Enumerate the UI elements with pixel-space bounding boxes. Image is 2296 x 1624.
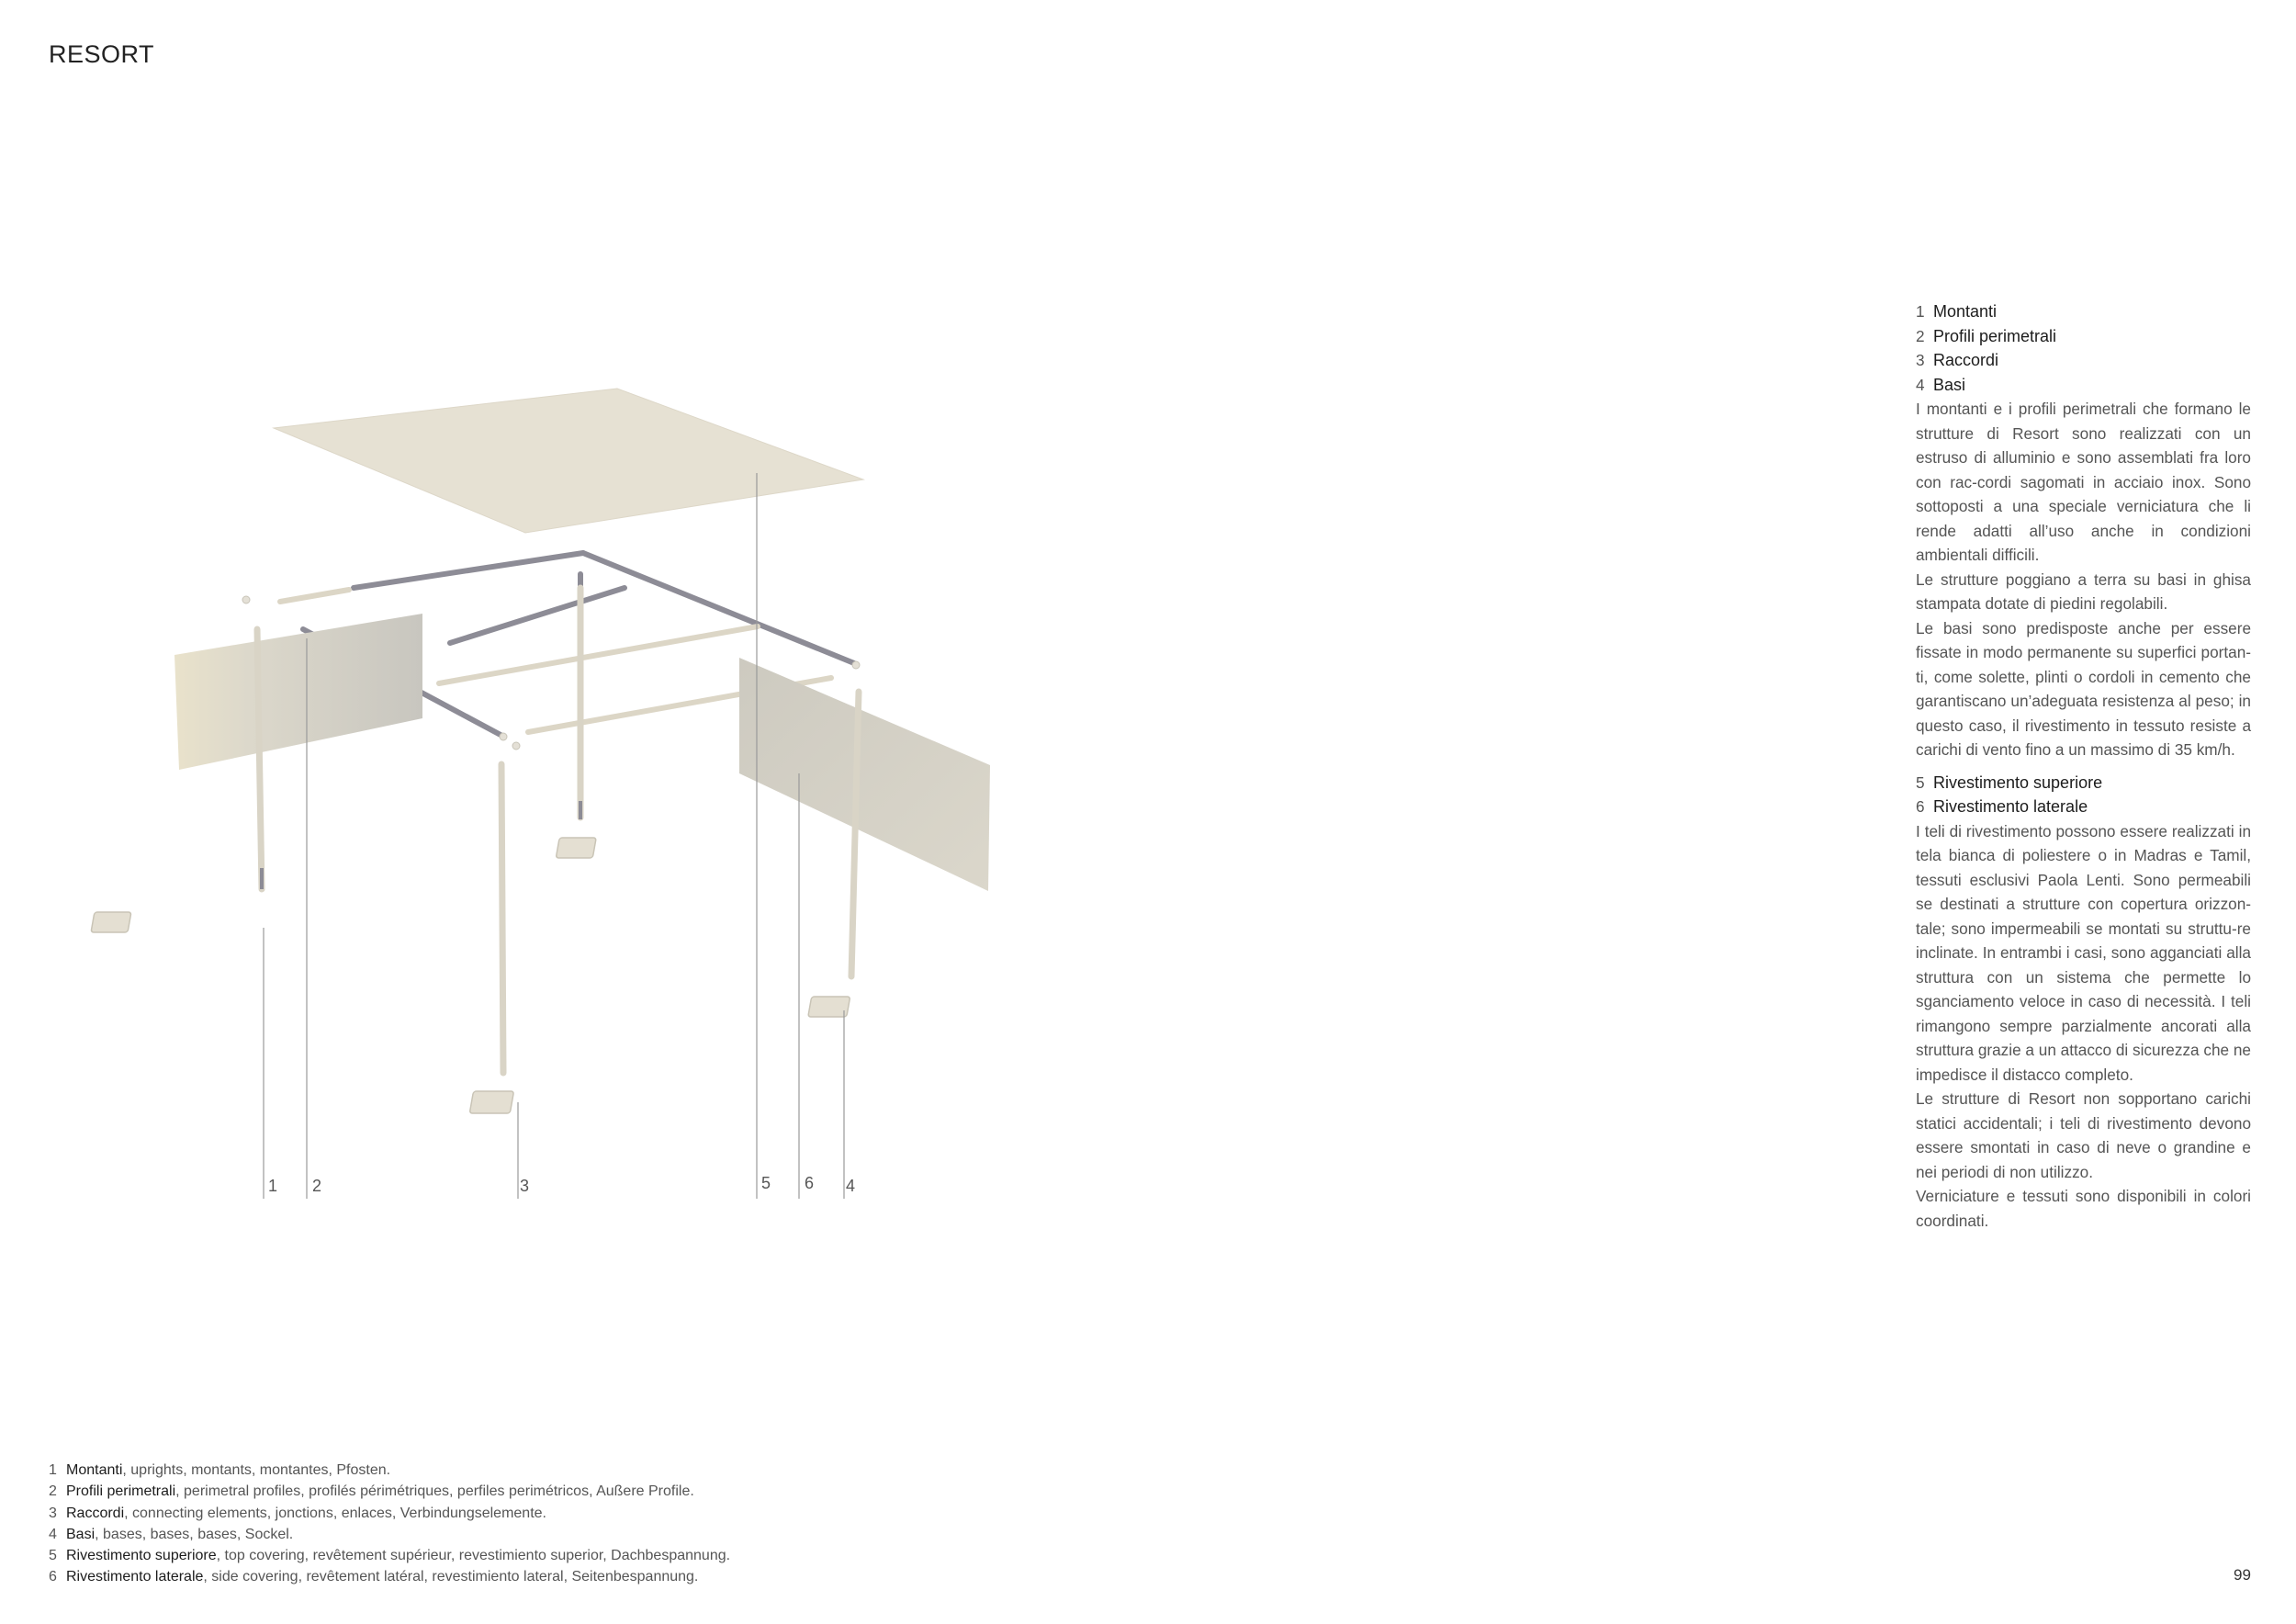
part-name: Rivestimento laterale: [1933, 797, 2088, 816]
legend-translations: , connecting elements, jonctions, enlaces, Verbindungselemente.: [124, 1505, 546, 1521]
parts-list-2: [1916, 771, 2251, 819]
legend-number: 4: [49, 1526, 57, 1542]
callout-1: 1: [268, 1177, 278, 1195]
callout-4: 4: [846, 1177, 856, 1195]
page-number: 99: [2234, 1566, 2251, 1584]
legend-number: 6: [49, 1569, 57, 1585]
part-number: 3: [1916, 351, 1925, 369]
part-item: [1916, 373, 2251, 398]
callout-6: 6: [805, 1174, 815, 1192]
description-column: [1916, 299, 2251, 1233]
callout-3: 3: [520, 1177, 530, 1195]
multilingual-legend: [49, 1460, 730, 1588]
legend-name: Rivestimento superiore: [66, 1548, 217, 1564]
legend-number: 2: [49, 1483, 57, 1500]
description-paragraph: Le strutture di Resort non sopportano carichi statici accidentali; i teli di rivestimento devono essere smontati in caso di neve o grandine e nei periodi di non utilizzo.: [1916, 1089, 2251, 1181]
legend-row: [49, 1545, 730, 1566]
legend-translations: , uprights, montants, montantes, Pfosten.: [122, 1462, 391, 1478]
part-name: Basi: [1933, 375, 1966, 394]
part-item: [1916, 795, 2251, 819]
legend-row: [49, 1566, 730, 1587]
part-number: 1: [1916, 302, 1925, 321]
part-item: [1916, 348, 2251, 373]
part-item: [1916, 771, 2251, 795]
part-number: 5: [1916, 773, 1925, 792]
description-paragraph: Le strutture poggiano a terra su basi in ghisa stampata dotate di piedini regolabili.: [1916, 570, 2251, 613]
part-name: Montanti: [1933, 302, 1998, 321]
legend-name: Basi: [66, 1526, 96, 1542]
legend-row: [49, 1460, 730, 1481]
page-title: RESORT: [49, 40, 155, 68]
legend-translations: , side covering, revêtement latéral, revestimiento lateral, Seitenbespannung.: [203, 1569, 699, 1585]
part-item: [1916, 299, 2251, 324]
description-paragraph: I montanti e i profili perimetrali che formano le strutture di Resort sono realizzati con un estruso di alluminio e sono assemblati fra loro con rac-cordi sagomati in acciaio inox. Sono sottoposti a una speciale verniciatura che li rende adatti all’uso anche in condizioni ambientali difficili.: [1916, 400, 2251, 564]
leader-lines: [264, 473, 844, 1199]
legend-number: 3: [49, 1505, 57, 1521]
legend-number: 1: [49, 1462, 57, 1478]
description-paragraph: Le basi sono predisposte anche per essere fissate in modo permanente su superfici portan-ti, come solette, plinti o cordoli in cemento che garantiscano un’adeguata resistenza al peso; in questo caso, il rivestimento in tessuto resiste a carichi di vento fino a un massimo di 35 km/h.: [1916, 618, 2251, 759]
part-item: [1916, 324, 2251, 349]
description-paragraph: I teli di rivestimento possono essere realizzati in tela bianca di poliestere o in Madras e Tamil, tessuti esclusivi Paola Lenti. Sono permeabili se destinati a strutture con copertura orizzon-tale; sono impermeabili se montati su struttu-re inclinate. In entrambi i casi, sono agganciati alla struttura con un sistema che permette lo sganciamento veloce in caso di necessità. I teli rimangono sempre parzialmente ancorati alla struttura grazie a un attacco di sicurezza che ne impedisce il distacco completo.: [1916, 821, 2251, 1084]
upright-tips: [262, 801, 580, 889]
left-side-covering-panel: [174, 614, 422, 770]
legend-name: Montanti: [66, 1462, 123, 1478]
part-number: 2: [1916, 326, 1925, 345]
exploded-structure-diagram: [0, 0, 1102, 1240]
part-number: 4: [1916, 375, 1925, 394]
legend-name: Profili perimetrali: [66, 1483, 176, 1500]
top-covering-panel: [274, 389, 863, 533]
legend-row: [49, 1503, 730, 1524]
legend-row: [49, 1481, 730, 1502]
part-name: Profili perimetrali: [1933, 326, 2057, 345]
part-name: Raccordi: [1933, 351, 1999, 369]
legend-translations: , top covering, revêtement supérieur, revestimiento superior, Dachbespannung.: [216, 1548, 731, 1564]
callout-5: 5: [761, 1174, 771, 1192]
description-paragraph: Verniciature e tessuti sono disponibili in colori coordinati.: [1916, 1187, 2251, 1230]
legend-translations: , bases, bases, bases, Sockel.: [95, 1526, 294, 1542]
part-number: 6: [1916, 797, 1925, 816]
legend-name: Rivestimento laterale: [66, 1569, 204, 1585]
legend-number: 5: [49, 1548, 57, 1564]
part-name: Rivestimento superiore: [1933, 773, 2103, 792]
legend-name: Raccordi: [66, 1505, 125, 1521]
legend-row: [49, 1524, 730, 1545]
callout-2: 2: [312, 1177, 322, 1195]
right-side-covering-panel: [739, 658, 990, 891]
legend-translations: , perimetral profiles, profilés périmétriques, perfiles perimétricos, Außere Profile.: [175, 1483, 694, 1500]
parts-list-1: [1916, 299, 2251, 397]
bases: [91, 838, 850, 1113]
